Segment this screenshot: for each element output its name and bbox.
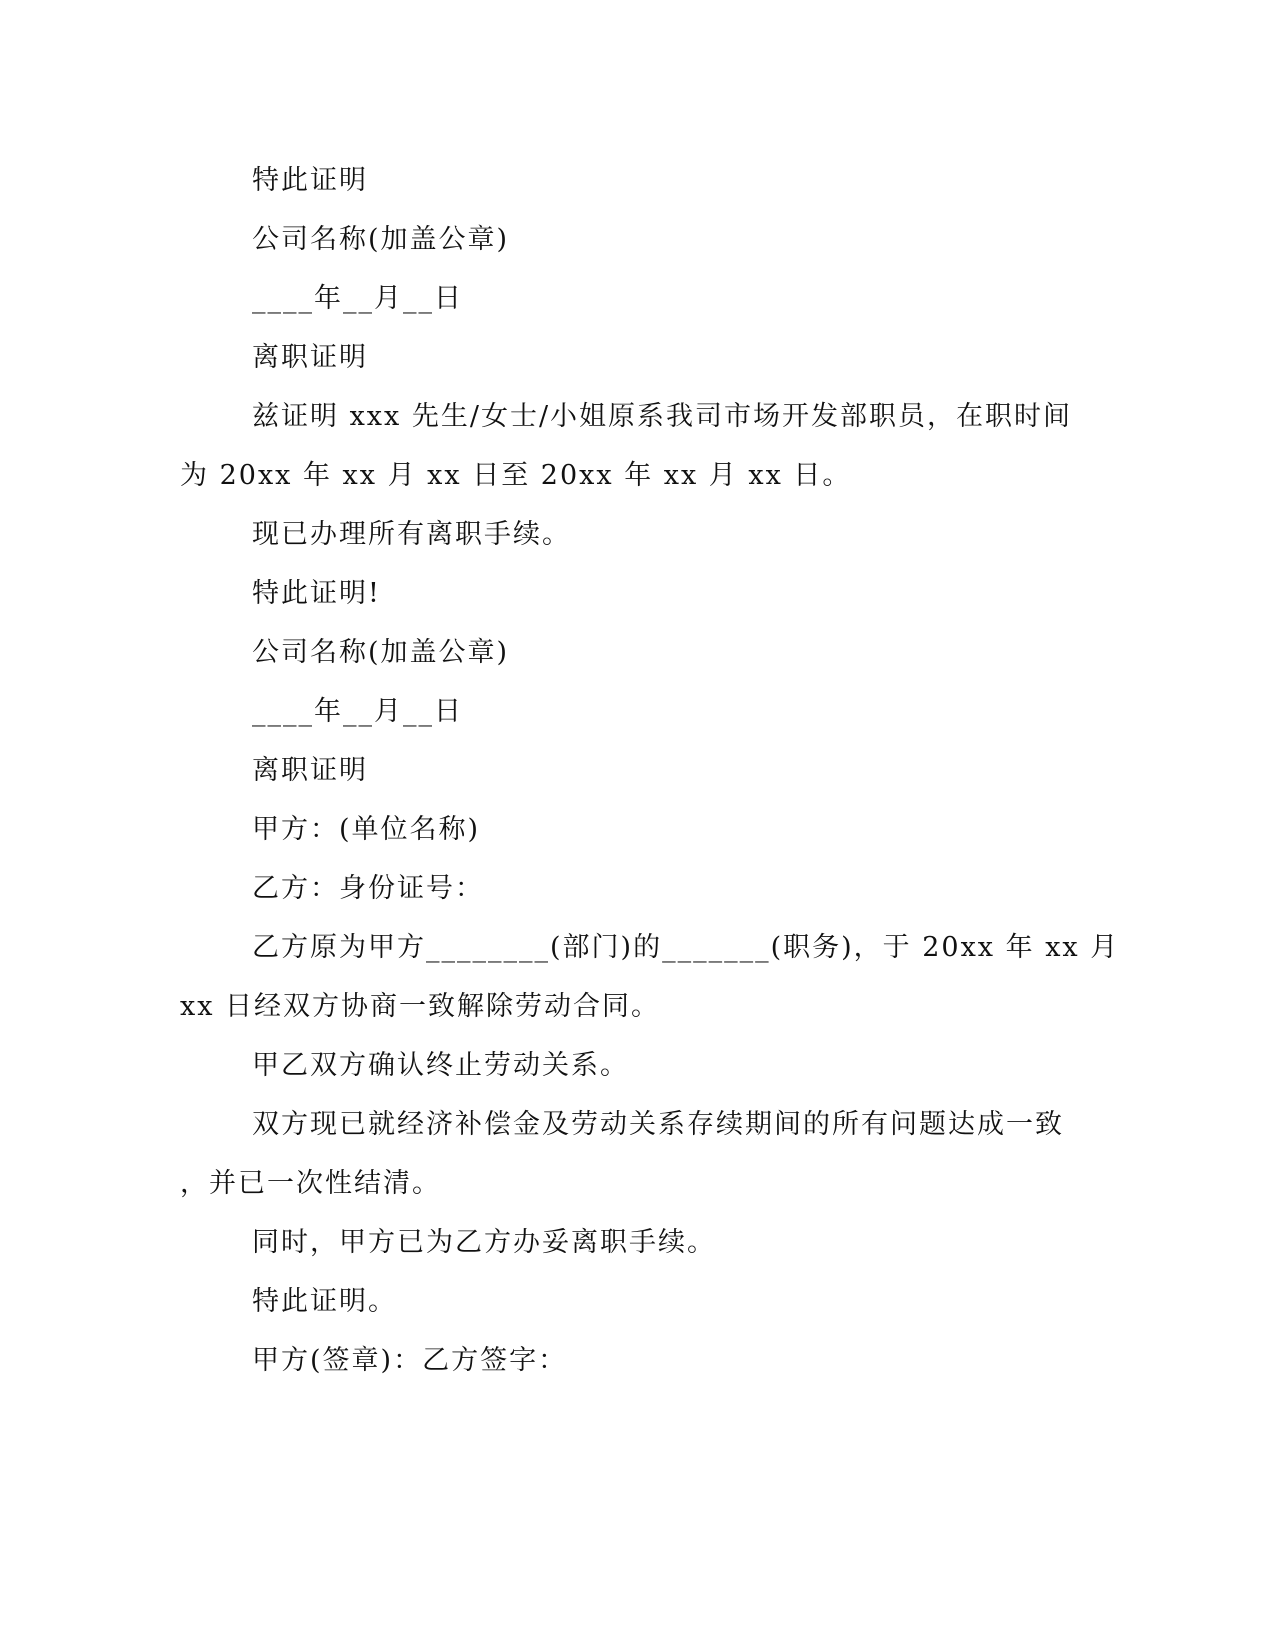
paragraph-5-line-2: ，并已一次性结清。 [180,1168,441,1199]
date-line-2: ____年__月__日 [252,696,463,727]
date-line-1: ____年__月__日 [252,283,463,314]
paragraph-2: 现已办理所有离职手续。 [252,519,571,550]
signature-line: 甲方(签章)：乙方签字： [252,1345,568,1376]
party-a-line: 甲方：(单位名称) [252,814,481,845]
section-title-2: 离职证明 [252,755,368,786]
paragraph-4: 甲乙双方确认终止劳动关系。 [252,1050,629,1081]
paragraph-5-line-1: 双方现已就经济补偿金及劳动关系存续期间的所有问题达成一致 [252,1109,1064,1140]
closing-text-3: 特此证明。 [252,1286,397,1317]
closing-text-1: 特此证明 [252,165,368,196]
closing-text-2: 特此证明! [252,578,381,609]
paragraph-1-line-2: 为 20xx 年 xx 月 xx 日至 20xx 年 xx 月 xx 日。 [180,460,852,491]
company-seal-line-1: 公司名称(加盖公章) [252,224,510,255]
paragraph-6: 同时，甲方已为乙方办妥离职手续。 [252,1227,716,1258]
section-title-1: 离职证明 [252,342,368,373]
paragraph-1-line-1: 兹证明 xxx 先生/女士/小姐原系我司市场开发部职员，在职时间 [252,401,1073,432]
paragraph-3-line-1: 乙方原为甲方________(部门)的_______(职务)，于 20xx 年 xx 月 [252,932,1120,963]
paragraph-3-line-2: xx 日经双方协商一致解除劳动合同。 [180,991,661,1022]
party-b-line: 乙方：身份证号： [252,873,484,904]
company-seal-line-2: 公司名称(加盖公章) [252,637,510,668]
